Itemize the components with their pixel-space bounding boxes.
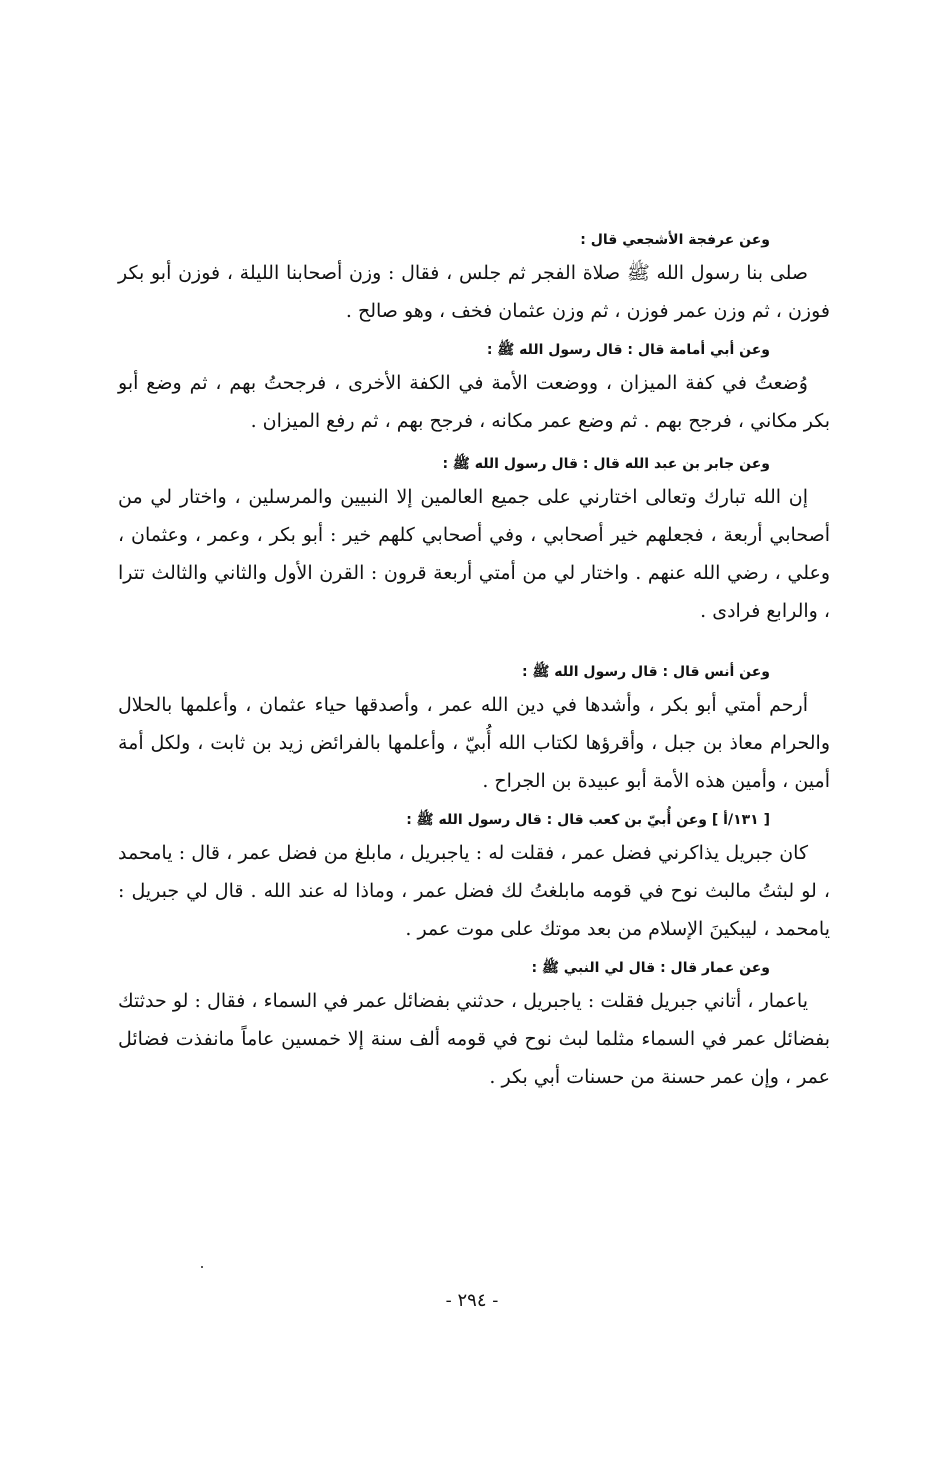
hadith-heading: وعن عمار قال : قال لي النبي ﷺ : (531, 960, 770, 976)
hadith-body: أرحم أمتي أبو بكر ، وأشدها في دين الله عمر ، وأصدقها حياء عثمان ، وأعلمها بالحلال والحرام معاذ بن جبل ، وأقرؤها لكتاب الله أُبيّ ، وأعلمها بالفرائض زيد بن ثابت ، ولكل أمة أمين ، وأمين هذه الأمة أبو عبيدة بن الجراح . (118, 694, 830, 792)
page-number: - ٢٩٤ - (445, 1290, 499, 1311)
page-text (118, 226, 830, 1096)
hadith-section-4 (118, 658, 830, 800)
hadith-heading: وعن عرفجة الأشجعي قال : (580, 232, 770, 248)
hadith-body: صلى بنا رسول الله ﷺ صلاة الفجر ثم جلس ، فقال : وزن أصحابنا الليلة ، فوزن أبو بكر فوزن ، ثم وزن عمر فوزن ، ثم وزن عثمان فخف ، وهو صالح . (118, 262, 830, 322)
hadith-section-3 (118, 450, 830, 630)
hadith-body: ياعمار ، أتاني جبريل فقلت : ياجبريل ، حدثني بفضائل عمر في السماء ، فقال : لو حدثتك بفضائل عمر في السماء مثلما لبث نوح في قومه ألف سنة إلا خمسين عاماً مانفذت فضائل عمر ، وإن عمر حسنة من حسنات أبي بكر . (118, 990, 830, 1088)
stray-mark (201, 1266, 203, 1268)
hadith-section-6 (118, 954, 830, 1096)
hadith-body: وُضعتُ في كفة الميزان ، ووضعت الأمة في الكفة الأخرى ، فرجحتُ بهم ، ثم وضع أبو بكر مكاني ، فرجح بهم . ثم وضع عمر مكانه ، فرجح بهم ، ثم رفع الميزان . (118, 372, 830, 432)
hadith-section-5 (118, 806, 830, 948)
hadith-body: إن الله تبارك وتعالى اختارني على جميع العالمين إلا النبيين والمرسلين ، واختار لي من أصحابي أربعة ، فجعلهم خير أصحابي ، وفي أصحابي كلهم خير : أبو بكر ، وعمر ، وعثمان ، وعلي ، رضي الله عنهم . واختار لي من أمتي أربعة قرون : القرن الأول والثاني والثالث تترا ، والرابع فرادى . (118, 486, 830, 622)
hadith-section-2 (118, 336, 830, 440)
hadith-body: كان جبريل يذاكرني فضل عمر ، فقلت له : ياجبريل ، مابلغ من فضل عمر ، قال : يامحمد ، لو لبثتُ مالبث نوح في قومه مابلغتُ لك فضل عمر ، وماذا له عند الله . قال لي جبريل : يامحمد ، ليبكينَ الإسلام من بعد موتك على موت عمر . (118, 842, 830, 940)
hadith-heading: وعن جابر بن عبد الله قال : قال رسول الله ﷺ : (442, 456, 770, 472)
hadith-heading: وعن أنس قال : قال رسول الله ﷺ : (522, 664, 770, 680)
hadith-heading: [ ١٣١/أ ] وعن أُبيّ بن كعب قال : قال رسول الله ﷺ : (406, 812, 770, 828)
hadith-heading: وعن أبي أمامة قال : قال رسول الله ﷺ : (486, 342, 770, 358)
hadith-section-1 (118, 226, 830, 330)
